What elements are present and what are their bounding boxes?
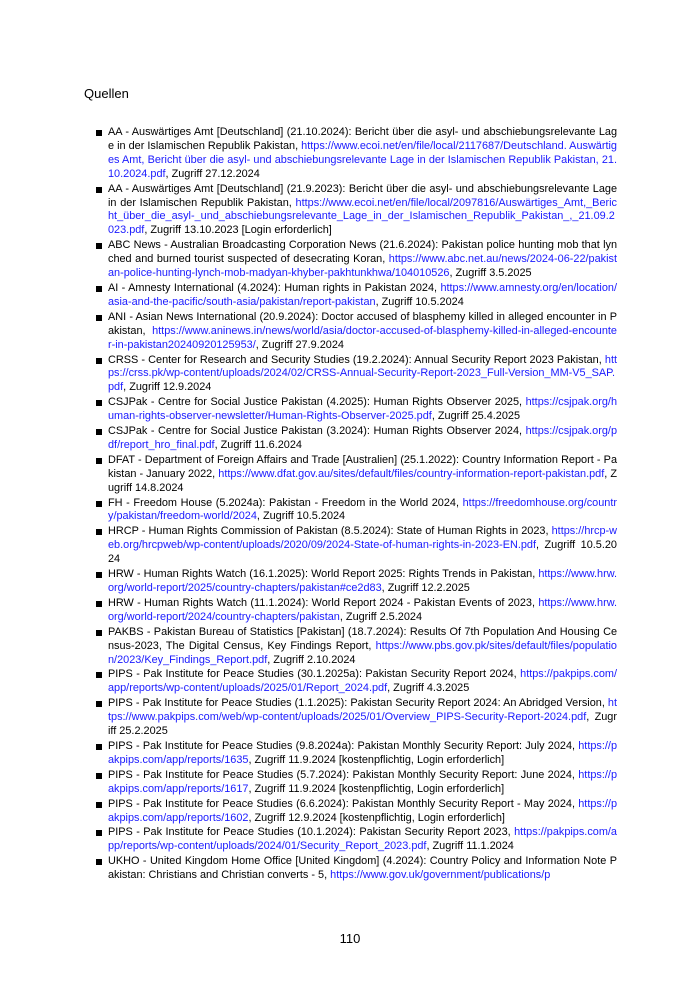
reference-link[interactable]: https://www.ecoi.net/en/file/local/2117687/Deutschland. Auswärtiges Amt, Bericht über die asyl- und abschiebungsrelevante Lage in der Islamischen Republik Pakistan, 21.10.2024.pdf [108,139,617,180]
reference-list [96,126,617,884]
reference-link[interactable]: https://hrcp-web.org/hrcpweb/wp-content/uploads/2020/09/2024-State-of-human-rights-in-2023-EN.pdf [108,525,617,552]
reference-text: ABC News - Australian Broadcasting Corporation News (21.6.2024): Pakistan police hunting mob that lynched and burned tourist suspected of desecrating Koran, [108,239,617,266]
reference-link[interactable]: https://www.gov.uk/government/publications/p [330,869,551,882]
reference-text: AA - Auswärtiges Amt [Deutschland] (21.9.2023): Bericht über die asyl- und abschiebungsrelevante Lage in der Islamischen Republik Pakistan, [108,182,617,209]
reference-access-date: , Zugriff 2.5.2024 [339,610,422,623]
reference-link[interactable]: https://csjpak.org/pdf/report_hro_final.pdf [108,425,617,451]
reference-access-date: , Zugriff 10.5.2024 [256,510,346,523]
reference-access-date: , Zugriff 4.3.2025 [387,682,470,695]
reference-item [96,626,617,668]
reference-access-date: , Zugriff 27.9.2024 [255,338,344,351]
page-number: 110 [339,931,361,946]
reference-item [96,740,617,768]
reference-link[interactable]: https://www.amnesty.org/en/location/asia-and-the-pacific/south-asia/pakistan/report-pakistan [108,281,617,308]
bullet-icon [96,802,102,808]
reference-item [96,239,617,281]
reference-item [96,396,617,424]
reference-access-date: , Zugriff 14.8.2024 [108,467,617,494]
bullet-icon [96,630,102,636]
reference-link[interactable]: https://www.abc.net.au/news/2024-06-22/pakistan-police-hunting-lynch-mob-madyan-khyber-pakhtunkhwa/104010526 [108,253,617,280]
reference-item [96,668,617,696]
bullet-icon [96,429,102,435]
reference-link[interactable]: https://freedomhouse.org/country/pakistan/freedom-world/2024 [108,496,617,523]
bullet-icon [96,701,102,707]
reference-text: PIPS - Pak Institute for Peace Studies (30.1.2025a): Pakistan Security Report 2024, [108,668,521,681]
reference-access-date: , Zugriff 27.12.2024 [165,167,260,180]
bullet-icon [96,672,102,678]
bullet-icon [96,744,102,750]
section-heading: Quellen [84,86,129,101]
reference-text: PIPS - Pak Institute for Peace Studies (1.1.2025): Pakistan Security Report 2024: An Abridged Version, [108,697,608,710]
reference-text: CRSS - Center for Research and Security Studies (19.2.2024): Annual Security Report 2023 Pakistan, [108,353,605,366]
reference-text: PIPS - Pak Institute for Peace Studies (9.8.2024a): Pakistan Monthly Security Report: July 2024, [108,739,579,752]
reference-item [96,798,617,826]
reference-link[interactable]: https://www.ecoi.net/en/file/local/2097816/Auswärtiges_Amt,_Bericht_über_die_asyl-_und_abschiebungsrelevante_Lage_in_der_Islamischen_Republik_Pakistan_,_21.09.2023.pdf [108,196,617,237]
reference-text: UKHO - United Kingdom Home Office [United Kingdom] (4.2024): Country Policy and Information Note Pakistan: Christians and Christian converts - 5, [108,855,617,882]
bullet-icon [96,773,102,779]
reference-access-date: , Zugriff 11.6.2024 [214,438,302,451]
reference-text: HRW - Human Rights Watch (11.1.2024): World Report 2024 - Pakistan Events of 2023, [108,596,539,609]
reference-text: PIPS - Pak Institute for Peace Studies (5.7.2024): Pakistan Monthly Security Report: June 2024, [108,768,579,781]
reference-text: FH - Freedom House (5.2024a): Pakistan - Freedom in the World 2024, [108,496,463,509]
reference-item [96,568,617,596]
reference-item [96,525,617,567]
reference-link[interactable]: https://pakpips.com/app/reports/wp-content/uploads/2025/01/Report_2024.pdf [108,668,617,695]
reference-item [96,769,617,797]
reference-access-date: , Zugriff 12.9.2024 [kostenpflichtig, Login erforderlich] [248,811,505,824]
reference-item [96,282,617,310]
reference-link[interactable]: https://www.aninews.in/news/world/asia/doctor-accused-of-blasphemy-killed-in-alleged-encounter-in-pakistan20240920125953/ [108,324,617,351]
reference-text: PAKBS - Pakistan Bureau of Statistics [Pakistan] (18.7.2024): Results Of 7th Population And Housing Census-2023, The Digital Census, Key Findings Report, [108,625,617,652]
bullet-icon [96,458,102,464]
reference-access-date: , Zugriff 12.9.2024 [123,381,212,394]
reference-access-date: , Zugriff 10.5.2024 [375,295,464,308]
reference-link[interactable]: https://pakpips.com/app/reports/1617 [108,768,617,795]
bullet-icon [96,830,102,836]
reference-link[interactable]: https://csjpak.org/human-rights-observer-newsletter/Human-Rights-Observer-2025.pdf [108,396,617,423]
bullet-icon [96,859,102,865]
bullet-icon [96,501,102,507]
reference-link[interactable]: https://www.pakpips.com/web/wp-content/uploads/2025/01/Overview_PIPS-Security-Report-2024.pdf [108,697,617,724]
reference-link[interactable]: https://www.pbs.gov.pk/sites/default/files/population/2023/Key_Findings_Report.pdf [108,639,617,666]
reference-item [96,826,617,854]
reference-text: AI - Amnesty International (4.2024): Human rights in Pakistan 2024, [108,281,441,294]
reference-item [96,497,617,525]
reference-link[interactable]: https://pakpips.com/app/reports/wp-content/uploads/2024/01/Security_Report_2023.pdf [108,826,617,853]
reference-link[interactable]: https://www.hrw.org/world-report/2025/country-chapters/pakistan#ce2d83 [108,568,617,594]
reference-access-date: , Zugriff 25.4.2025 [431,410,521,423]
bullet-icon [96,400,102,406]
reference-item [96,354,617,396]
reference-access-date: , Zugriff 10.5.2024 [108,539,617,566]
reference-text: HRCP - Human Rights Commission of Pakistan (8.5.2024): State of Human Rights in 2023, [108,525,552,538]
reference-access-date: , Zugriff 13.10.2023 [Login erforderlich] [144,224,332,237]
reference-text: ANI - Asian News International (20.9.2024): Doctor accused of blasphemy killed in alleged encounter in Pakistan, [108,310,617,337]
reference-item [96,126,617,182]
reference-text: PIPS - Pak Institute for Peace Studies (6.6.2024): Pakistan Monthly Security Report - May 2024, [108,797,579,810]
reference-text: CSJPak - Centre for Social Justice Pakistan (3.2024): Human Rights Observer 2024, [108,425,526,438]
reference-link[interactable]: https://pakpips.com/app/reports/1602 [108,797,617,824]
bullet-icon [96,187,102,193]
reference-link[interactable]: https://www.dfat.gov.au/sites/default/files/country-information-report-pakistan.pdf [218,467,605,480]
reference-access-date: , Zugriff 2.10.2024 [267,653,356,666]
reference-item [96,855,617,883]
reference-access-date: , Zugriff 11.1.2024 [426,840,514,853]
reference-access-date: , Zugriff 11.9.2024 [kostenpflichtig, Login erforderlich] [248,753,505,766]
reference-text: HRW - Human Rights Watch (16.1.2025): World Report 2025: Rights Trends in Pakistan, [108,568,539,581]
reference-item [96,425,617,453]
reference-item [96,454,617,496]
reference-access-date: , Zugriff 25.2.2025 [108,711,617,738]
bullet-icon [96,358,102,364]
bullet-icon [96,286,102,292]
reference-access-date: , Zugriff 12.2.2025 [381,582,470,594]
reference-access-date: , Zugriff 3.5.2025 [449,267,532,280]
reference-access-date: , Zugriff 11.9.2024 [kostenpflichtig, Login erforderlich] [248,782,505,795]
reference-text: DFAT - Department of Foreign Affairs and Trade [Australien] (25.1.2022): Country Information Report - Pakistan - January 2022, [108,453,617,480]
reference-text: CSJPak - Centre for Social Justice Pakistan (4.2025): Human Rights Observer 2025, [108,396,526,409]
reference-item [96,183,617,239]
reference-link[interactable]: https://crss.pk/wp-content/uploads/2024/02/CRSS-Annual-Security-Report-2023_Full-Version_MM-V5_SAP.pdf [108,353,617,394]
reference-item [96,597,617,625]
reference-link[interactable]: https://pakpips.com/app/reports/1635 [108,739,617,766]
reference-item [96,311,617,353]
bullet-icon [96,315,102,321]
reference-text: PIPS - Pak Institute for Peace Studies (10.1.2024): Pakistan Security Report 2023, [108,826,515,839]
bullet-icon [96,130,102,136]
bullet-icon [96,243,102,249]
reference-item [96,697,617,739]
reference-link[interactable]: https://www.hrw.org/world-report/2024/country-chapters/pakistan [108,596,617,623]
bullet-icon [96,572,102,578]
reference-text: AA - Auswärtiges Amt [Deutschland] (21.10.2024): Bericht über die asyl- und abschiebungsrelevante Lage in der Islamischen Republik Pakistan, [108,126,617,152]
bullet-icon [96,529,102,535]
bullet-icon [96,601,102,607]
